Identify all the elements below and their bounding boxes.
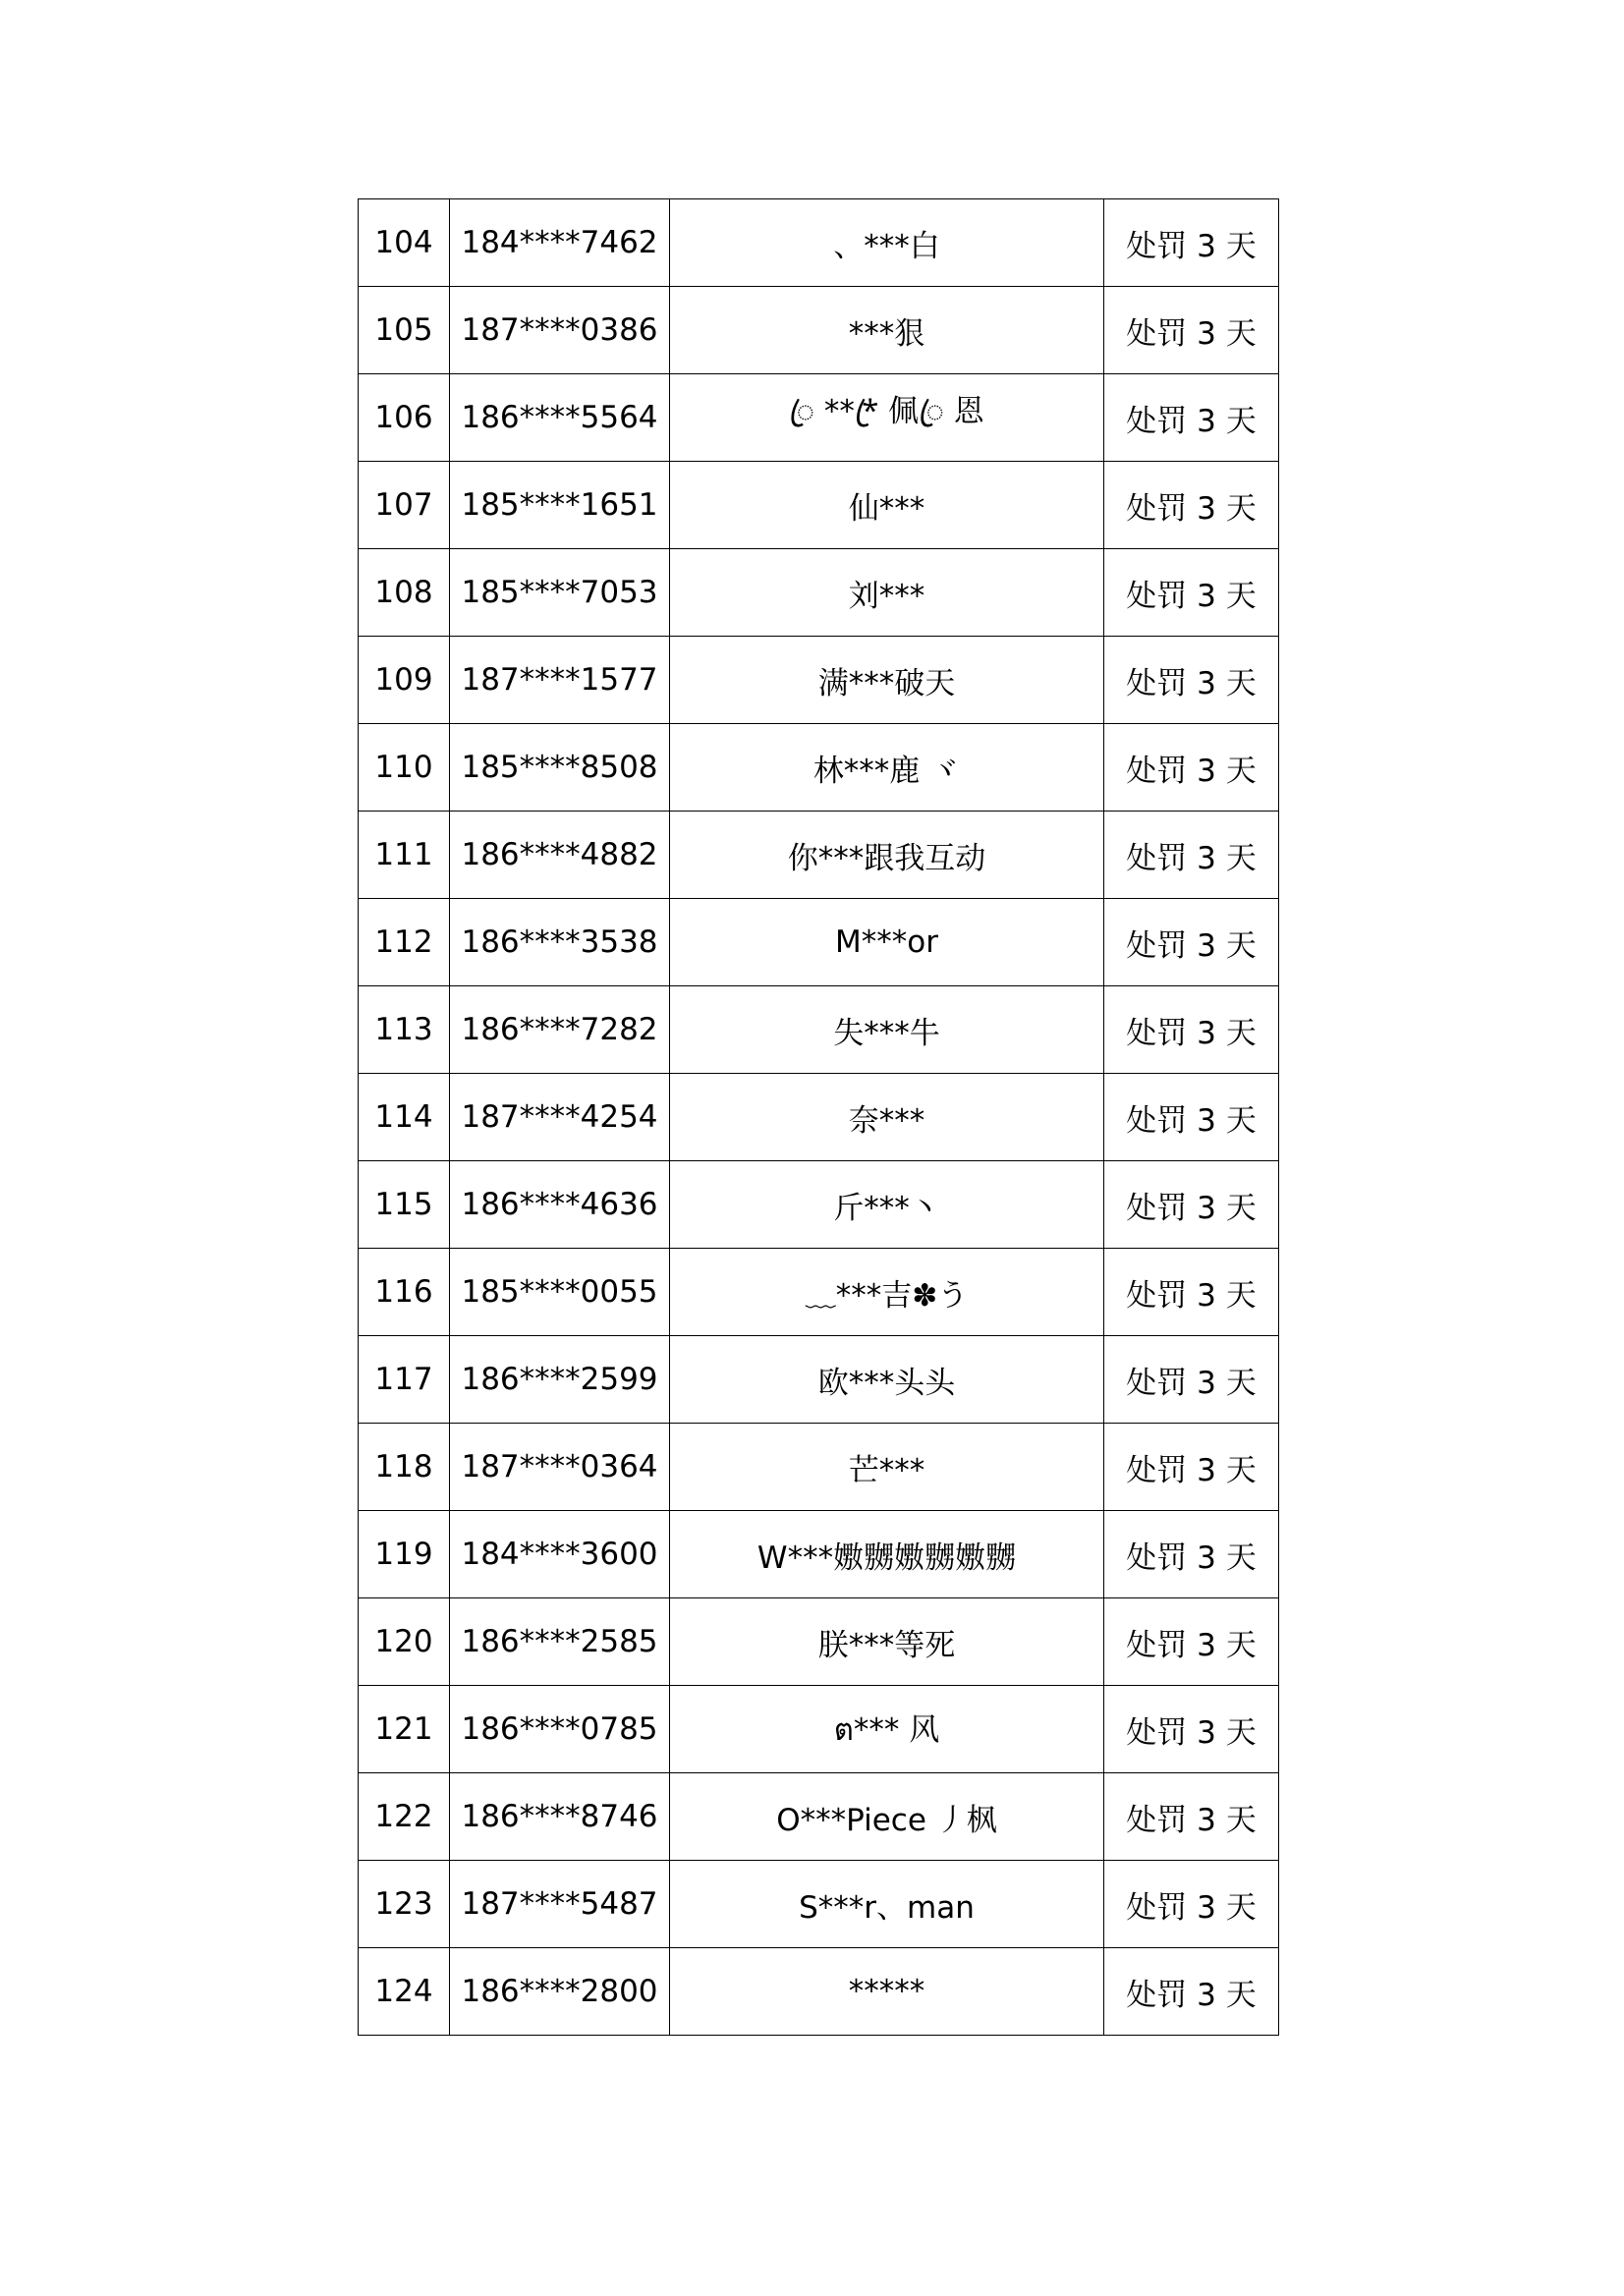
row-number: 104 — [359, 199, 450, 287]
penalty-text: 处罚 3 天 — [1104, 1861, 1279, 1948]
masked-nickname: ***** — [670, 1948, 1104, 2036]
table-row — [359, 549, 1279, 637]
masked-phone: 185****7053 — [450, 549, 670, 637]
penalty-text: 处罚 3 天 — [1104, 812, 1279, 899]
masked-phone: 187****0386 — [450, 287, 670, 374]
row-number: 124 — [359, 1948, 450, 2036]
masked-nickname: ต*** 风 — [670, 1686, 1104, 1773]
masked-nickname: 芒*** — [670, 1424, 1104, 1511]
masked-phone: 186****5564 — [450, 374, 670, 462]
row-number: 114 — [359, 1074, 450, 1161]
row-number: 113 — [359, 986, 450, 1074]
table-row — [359, 986, 1279, 1074]
masked-nickname: 仙*** — [670, 462, 1104, 549]
penalty-text: 处罚 3 天 — [1104, 1161, 1279, 1249]
masked-phone: 187****1577 — [450, 637, 670, 724]
penalty-text: 处罚 3 天 — [1104, 1424, 1279, 1511]
row-number: 117 — [359, 1336, 450, 1424]
penalty-text: 处罚 3 天 — [1104, 549, 1279, 637]
masked-phone: 186****7282 — [450, 986, 670, 1074]
masked-nickname: 林***鹿 ヾ — [670, 724, 1104, 812]
row-number: 111 — [359, 812, 450, 899]
masked-nickname: ﹏***吉✽う — [670, 1249, 1104, 1336]
masked-nickname: 你***跟我互动 — [670, 812, 1104, 899]
masked-phone: 186****3538 — [450, 899, 670, 986]
table-row — [359, 1598, 1279, 1686]
row-number: 121 — [359, 1686, 450, 1773]
masked-phone: 185****8508 — [450, 724, 670, 812]
masked-nickname: 斤***丶 — [670, 1161, 1104, 1249]
row-number: 108 — [359, 549, 450, 637]
masked-nickname: ***狠 — [670, 287, 1104, 374]
table-row — [359, 287, 1279, 374]
table-row — [359, 637, 1279, 724]
penalty-text: 处罚 3 天 — [1104, 199, 1279, 287]
masked-nickname: 、***白 — [670, 199, 1104, 287]
table-row — [359, 1511, 1279, 1598]
masked-nickname: 欧***头头 — [670, 1336, 1104, 1424]
penalty-text: 处罚 3 天 — [1104, 287, 1279, 374]
masked-phone: 187****4254 — [450, 1074, 670, 1161]
masked-nickname: 奈*** — [670, 1074, 1104, 1161]
table-row — [359, 812, 1279, 899]
masked-phone: 186****2585 — [450, 1598, 670, 1686]
table-row — [359, 462, 1279, 549]
table-row — [359, 199, 1279, 287]
penalty-text: 处罚 3 天 — [1104, 986, 1279, 1074]
table-row — [359, 1424, 1279, 1511]
masked-nickname: 朕***等死 — [670, 1598, 1104, 1686]
penalty-text: 处罚 3 天 — [1104, 1074, 1279, 1161]
masked-phone: 184****3600 — [450, 1511, 670, 1598]
masked-phone: 187****5487 — [450, 1861, 670, 1948]
penalty-text: 处罚 3 天 — [1104, 1773, 1279, 1861]
row-number: 107 — [359, 462, 450, 549]
row-number: 110 — [359, 724, 450, 812]
table-row — [359, 1249, 1279, 1336]
row-number: 116 — [359, 1249, 450, 1336]
masked-nickname: ꦿ ***ꦿ 佩ꦿ 恩 — [670, 374, 1104, 462]
row-number: 109 — [359, 637, 450, 724]
penalty-text: 处罚 3 天 — [1104, 1598, 1279, 1686]
penalty-text: 处罚 3 天 — [1104, 374, 1279, 462]
row-number: 106 — [359, 374, 450, 462]
masked-nickname: M***or — [670, 899, 1104, 986]
penalty-text: 处罚 3 天 — [1104, 1249, 1279, 1336]
row-number: 120 — [359, 1598, 450, 1686]
row-number: 118 — [359, 1424, 450, 1511]
table-row — [359, 1074, 1279, 1161]
row-number: 115 — [359, 1161, 450, 1249]
masked-nickname: 刘*** — [670, 549, 1104, 637]
masked-phone: 185****0055 — [450, 1249, 670, 1336]
masked-phone: 186****2599 — [450, 1336, 670, 1424]
row-number: 119 — [359, 1511, 450, 1598]
penalty-text: 处罚 3 天 — [1104, 724, 1279, 812]
penalty-text: 处罚 3 天 — [1104, 637, 1279, 724]
row-number: 112 — [359, 899, 450, 986]
masked-phone: 186****8746 — [450, 1773, 670, 1861]
penalty-text: 处罚 3 天 — [1104, 899, 1279, 986]
table-row — [359, 1861, 1279, 1948]
row-number: 122 — [359, 1773, 450, 1861]
penalty-table-body — [359, 199, 1279, 2036]
masked-nickname: 失***牛 — [670, 986, 1104, 1074]
masked-phone: 186****4636 — [450, 1161, 670, 1249]
masked-phone: 186****2800 — [450, 1948, 670, 2036]
penalty-table — [358, 198, 1279, 2036]
row-number: 123 — [359, 1861, 450, 1948]
masked-nickname: S***r、man — [670, 1861, 1104, 1948]
masked-phone: 186****0785 — [450, 1686, 670, 1773]
penalty-text: 处罚 3 天 — [1104, 1511, 1279, 1598]
penalty-text: 处罚 3 天 — [1104, 462, 1279, 549]
table-row — [359, 1773, 1279, 1861]
masked-phone: 184****7462 — [450, 199, 670, 287]
table-row — [359, 1948, 1279, 2036]
masked-nickname: W***嫐嬲嫐嬲嫐嬲 — [670, 1511, 1104, 1598]
table-row — [359, 374, 1279, 462]
row-number: 105 — [359, 287, 450, 374]
table-row — [359, 1336, 1279, 1424]
masked-phone: 185****1651 — [450, 462, 670, 549]
table-row — [359, 724, 1279, 812]
penalty-text: 处罚 3 天 — [1104, 1686, 1279, 1773]
table-row — [359, 899, 1279, 986]
masked-phone: 187****0364 — [450, 1424, 670, 1511]
masked-nickname: O***Piece 丿枫 — [670, 1773, 1104, 1861]
table-row — [359, 1686, 1279, 1773]
masked-phone: 186****4882 — [450, 812, 670, 899]
penalty-text: 处罚 3 天 — [1104, 1948, 1279, 2036]
penalty-text: 处罚 3 天 — [1104, 1336, 1279, 1424]
table-row — [359, 1161, 1279, 1249]
masked-nickname: 满***破天 — [670, 637, 1104, 724]
